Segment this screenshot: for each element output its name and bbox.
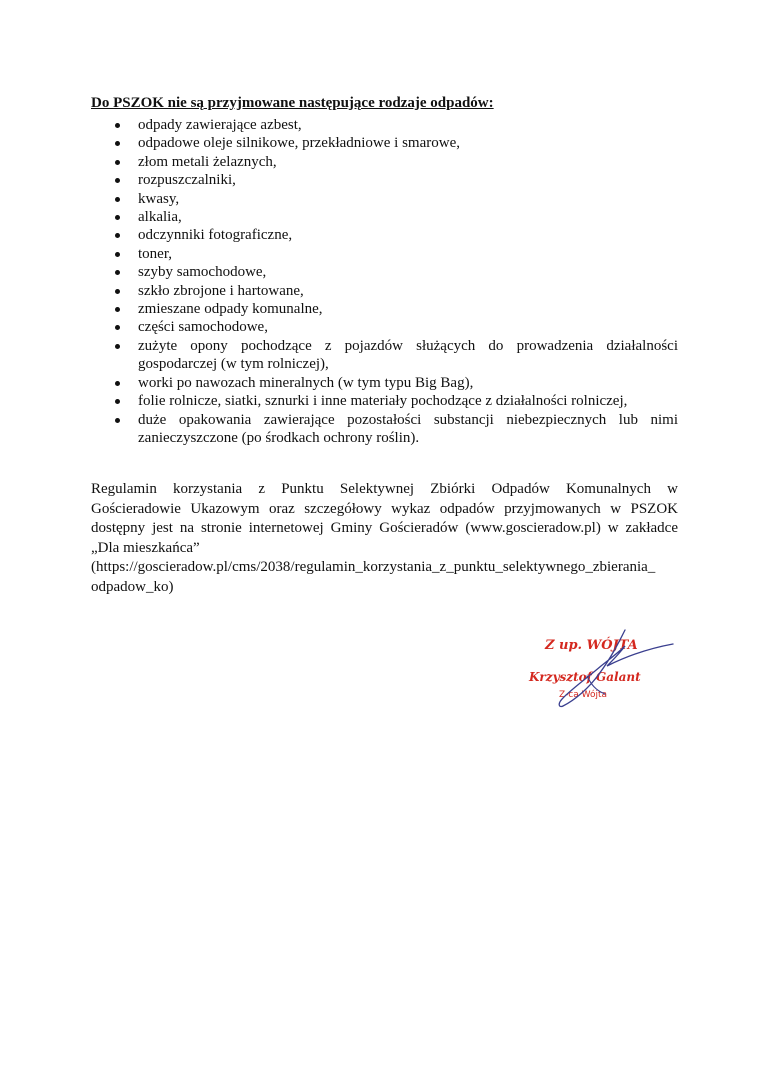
- paragraph-line: dostępny jest na stronie internetowej Gminy Gościeradów (www.goscieradow.pl) w zakładce: [91, 520, 678, 537]
- list-item: zużyte opony pochodzące z pojazdów służących do prowadzenia działalności gospodarczej (w tym rolniczej),: [108, 337, 678, 374]
- excluded-waste-list: [108, 116, 678, 447]
- list-item: szkło zbrojone i hartowane,: [108, 282, 678, 300]
- list-item: rozpuszczalniki,: [108, 171, 678, 189]
- list-item: zmieszane odpady komunalne,: [108, 300, 678, 318]
- list-item: odpady zawierające azbest,: [108, 116, 678, 134]
- stamp-title: Z up. WÓJTA: [545, 638, 638, 653]
- regulations-url: (https://goscieradow.pl/cms/2038/regulamin_korzystania_z_punktu_selektywnego_zbierania_: [91, 559, 656, 576]
- stamp-role: Z-ca Wójta: [559, 690, 608, 700]
- list-item: szyby samochodowe,: [108, 263, 678, 281]
- section-heading: Do PSZOK nie są przyjmowane następujące rodzaje odpadów:: [91, 95, 494, 111]
- list-item: toner,: [108, 245, 678, 263]
- list-item: części samochodowe,: [108, 318, 678, 336]
- stamp-name: Krzysztof Galant: [529, 670, 641, 684]
- list-item: folie rolnicze, siatki, sznurki i inne materiały pochodzące z działalności rolniczej,: [108, 392, 678, 410]
- list-item: worki po nawozach mineralnych (w tym typu Big Bag),: [108, 374, 678, 392]
- list-item: złom metali żelaznych,: [108, 153, 678, 171]
- list-item: duże opakowania zawierające pozostałości substancji niebezpiecznych lub nimi zanieczyszczone (po środkach ochrony roślin).: [108, 411, 678, 448]
- list-item: odczynniki fotograficzne,: [108, 226, 678, 244]
- handwritten-signature-icon: [515, 628, 680, 718]
- paragraph-line: odpadow_ko): [91, 578, 174, 595]
- paragraph-line: Regulamin korzystania z Punktu Selektywnej Zbiórki Odpadów Komunalnych w: [91, 481, 678, 497]
- paragraph-line: Gościeradowie Ukazowym oraz szczegółowy wykaz odpadów przyjmowanych w PSZOK: [91, 500, 678, 517]
- regulations-paragraph: [91, 480, 678, 598]
- paragraph-line: „Dla mieszkańca”: [91, 539, 200, 556]
- list-item: alkalia,: [108, 208, 678, 226]
- list-item: kwasy,: [108, 190, 678, 208]
- list-item: odpadowe oleje silnikowe, przekładniowe i smarowe,: [108, 134, 678, 152]
- signature-stamp: [515, 628, 680, 718]
